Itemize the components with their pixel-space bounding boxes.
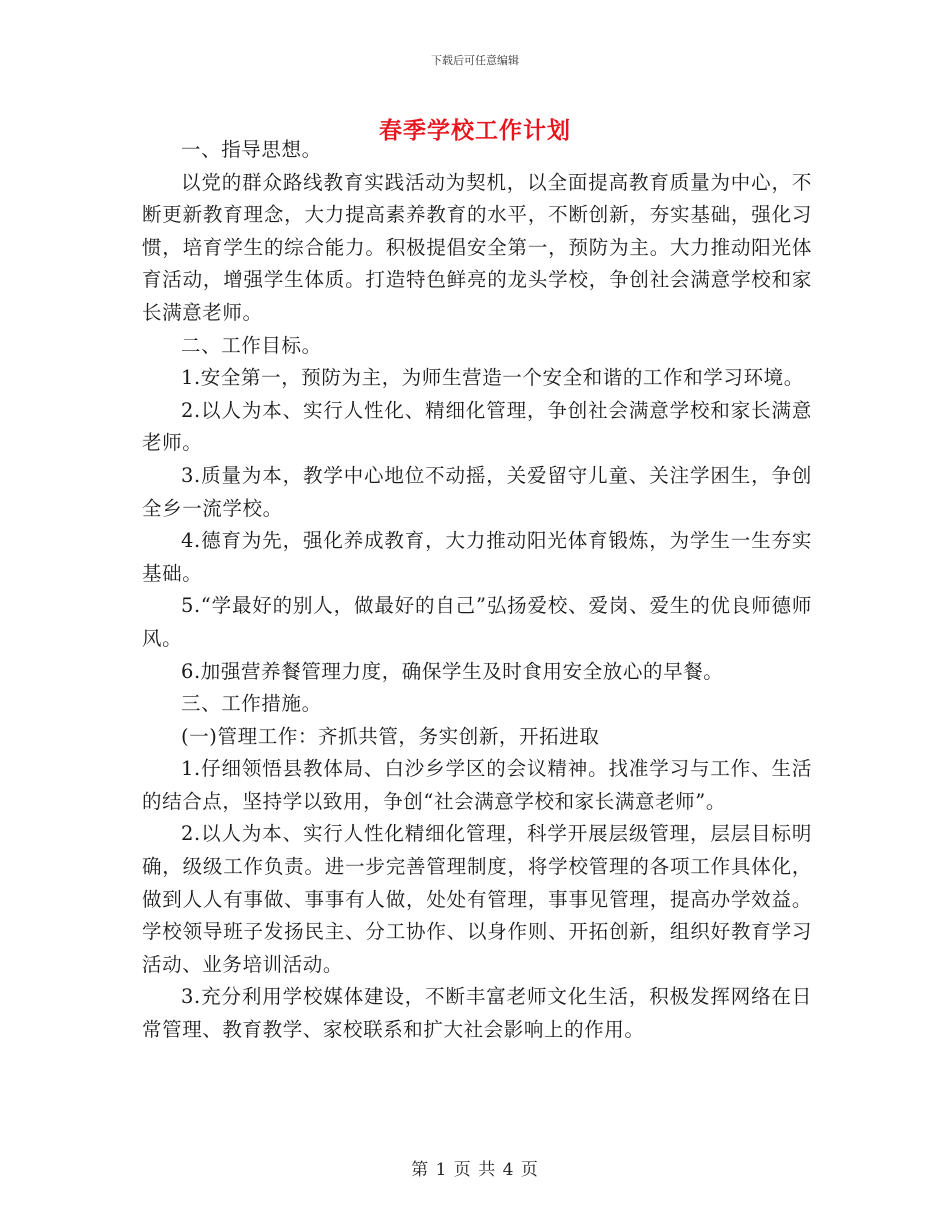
list-item: 2.以人为本、实行人性化精细化管理，科学开展层级管理，层层目标明确，级级工作负责。进一步完善管理制度，将学校管理的各项工作具体化，做到人人有事做、事事有人做，处处有管理，事事见管理，提高办学效益。学校领导班子发扬民主、分工协作、以身作则、开拓创新，组织好教育学习活动、业务培训活动。 (142, 822, 812, 976)
list-item: 1.安全第一，预防为主，为师生营造一个安全和谐的工作和学习环境。 (181, 366, 804, 390)
paragraph: 以党的群众路线教育实践活动为契机，以全面提高教育质量为中心，不断更新教育理念，大力提高素养教育的水平，不断创新，夯实基础，强化习惯，培育学生的综合能力。积极提倡安全第一，预防为主。大力推动阳光体育活动，增强学生体质。打造特色鲜亮的龙头学校，争创社会满意学校和家长满意老师。 (142, 170, 812, 324)
subsection-heading: (一)管理工作：齐抓共管，务实创新，开拓进取 (181, 724, 600, 748)
section-heading: 三、工作措施。 (181, 692, 322, 716)
list-item: 4.德育为先，强化养成教育，大力推动阳光体育锻炼，为学生一生夯实基础。 (142, 529, 812, 585)
section-heading: 一、指导思想。 (181, 138, 322, 161)
document-title: 春季学校工作计划 (379, 117, 571, 144)
list-item: 3.充分利用学校媒体建设，不断丰富老师文化生活，积极发挥网络在日常管理、教育教学、家校联系和扩大社会影响上的作用。 (142, 985, 812, 1042)
section-heading: 二、工作目标。 (181, 333, 322, 357)
header-note: 下载后可任意编辑 (431, 54, 519, 67)
page-footer: 第 1 页 共 4 页 (411, 1160, 539, 1180)
list-item: 2.以人为本、实行人性化、精细化管理，争创社会满意学校和家长满意老师。 (142, 398, 812, 455)
document-body (142, 134, 812, 1047)
list-item: 5.“学最好的别人，做最好的自己”弘扬爱校、爱岗、爱生的优良师德师风。 (142, 594, 812, 650)
list-item: 1.仔细领悟县教体局、白沙乡学区的会议精神。找准学习与工作、生活的结合点，坚持学以致用，争创“社会满意学校和家长满意老师”。 (142, 757, 812, 813)
list-item: 3.质量为本，教学中心地位不动摇，关爱留守儿童、关注学困生，争创全乡一流学校。 (142, 463, 812, 520)
list-item: 6.加强营养餐管理力度，确保学生及时食用安全放心的早餐。 (181, 659, 724, 683)
